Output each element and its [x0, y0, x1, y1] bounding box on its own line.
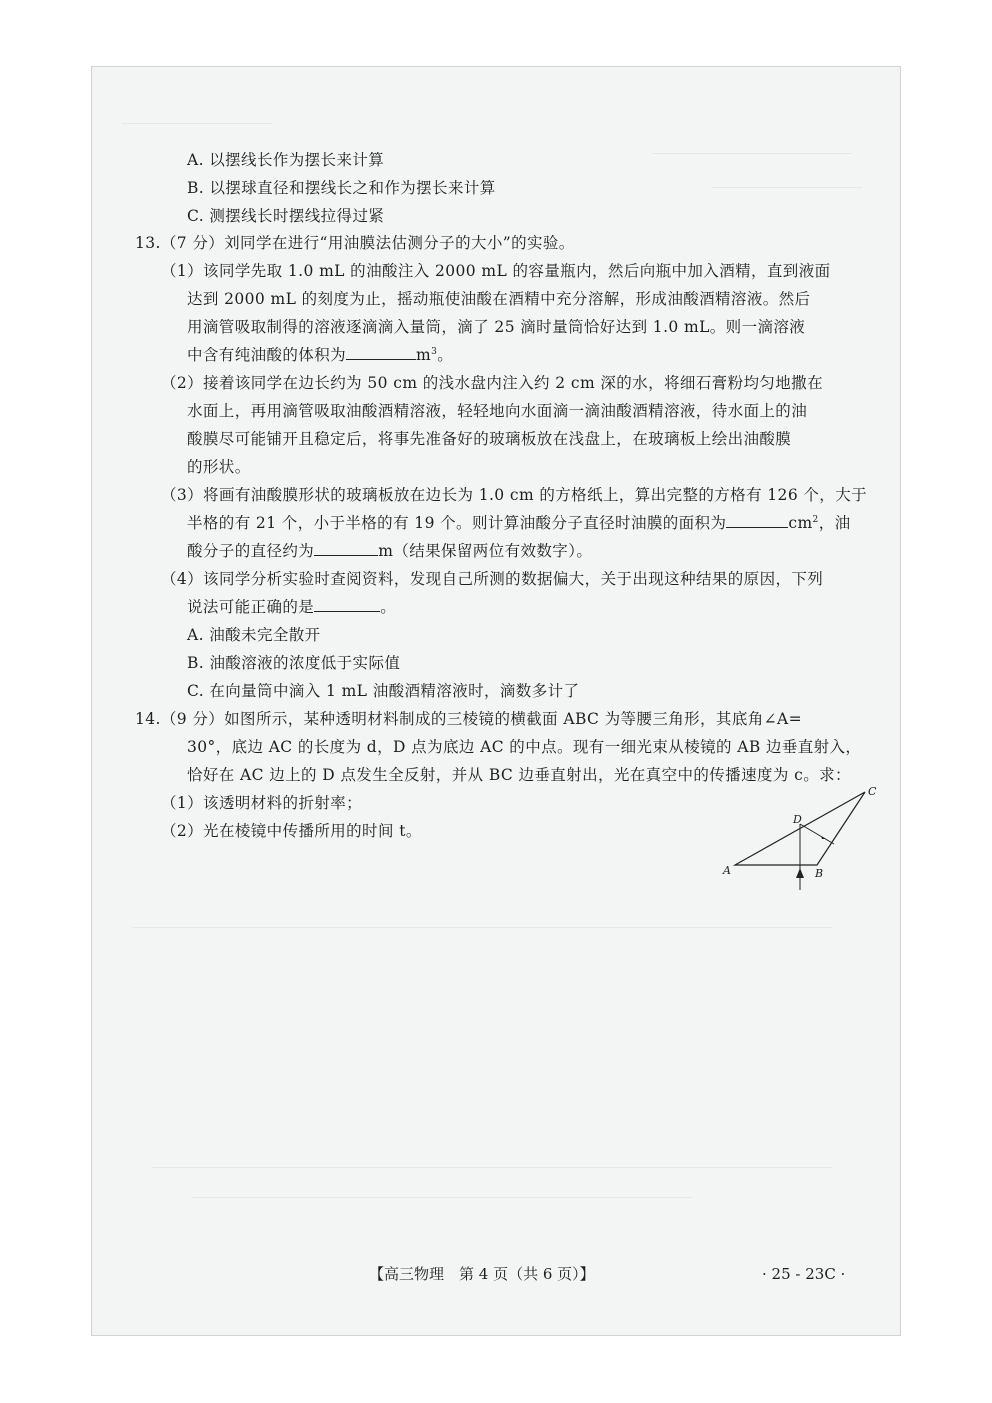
unit-cm: cm	[788, 514, 813, 532]
light-ray-reflected	[800, 824, 834, 844]
label-b: B	[815, 867, 824, 880]
question-13-title: 13.（7 分）刘同学在进行“用油膜法估测分子的大小”的实验。	[135, 234, 575, 252]
q14-line3: 恰好在 AC 边上的 D 点发生全反射，并从 BC 边垂直射出，光在真空中的传播速度为 c。求：	[187, 766, 851, 784]
label-c: C	[868, 785, 877, 798]
q13-part4-line1: （4）该同学分析实验时查阅资料，发现自己所测的数据偏大，关于出现这种结果的原因，下列	[161, 570, 824, 588]
q13-part3-line3	[187, 539, 592, 563]
unit-exponent: 2	[812, 515, 819, 525]
question-14-title: 14.（9 分）如图所示，某种透明材料制成的三棱镜的横截面 ABC 为等腰三角形，其底角∠A=	[135, 710, 802, 728]
unit-m: m	[416, 346, 432, 364]
q13-part3-line1: （3）将画有油酸膜形状的玻璃板放在边长为 1.0 cm 的方格纸上，算出完整的方格有 126 个，大于	[161, 486, 868, 504]
q13-option-a: A. 油酸未完全散开	[187, 626, 321, 644]
q13-part1-line3: 用滴管吸取制得的溶液逐滴滴入量筒，滴了 25 滴时量筒恰好达到 1.0 mL。则一滴溶液	[187, 318, 806, 336]
answer-blank	[346, 343, 416, 360]
ray-arrow-up	[796, 868, 804, 878]
q13-part1-text: 中含有纯油酸的体积为	[187, 346, 347, 364]
q13-part1-line1: （1）该同学先取 1.0 mL 的油酸注入 2000 mL 的容量瓶内，然后向瓶中加入酒精，直到液面	[161, 262, 831, 280]
q13-part4-line2	[187, 595, 396, 619]
period: 。	[437, 346, 454, 364]
q14-line2: 30°，底边 AC 的长度为 d，D 点为底边 AC 的中点。现有一细光束从棱镜的 AB 边垂直射入，	[187, 738, 862, 756]
q13-part3-tail: ，油	[818, 514, 851, 532]
answer-blank	[314, 595, 380, 612]
option-b-q12: B. 以摆球直径和摆线长之和作为摆长来计算	[187, 179, 496, 197]
q13-part1-line2: 达到 2000 mL 的刻度为止，摇动瓶使油酸在酒精中充分溶解，形成油酸酒精溶液。然后	[187, 290, 811, 308]
q13-part3-line2	[187, 511, 851, 535]
q13-option-b: B. 油酸溶液的浓度低于实际值	[187, 654, 401, 672]
answer-blank	[314, 539, 378, 556]
label-a: A	[723, 864, 731, 877]
q14-part1: （1）该透明材料的折射率；	[161, 794, 363, 812]
unit-exponent: 3	[431, 347, 438, 357]
label-d: D	[793, 813, 802, 826]
period: 。	[380, 598, 397, 616]
q13-part2-line1: （2）接着该同学在边长约为 50 cm 的浅水盘内注入约 2 cm 深的水，将细石膏粉均匀地撒在	[161, 374, 823, 392]
q13-part3-text: 半格的有 21 个，小于半格的有 19 个。则计算油酸分子直径时油膜的面积为	[187, 514, 727, 532]
q13-part4-text: 说法可能正确的是	[187, 598, 315, 616]
option-a-q12: A. 以摆线长作为摆长来计算	[187, 151, 385, 169]
q13-part3-diameter-text: 酸分子的直径约为	[187, 542, 315, 560]
option-c-q12: C. 测摆线长时摆线拉得过紧	[187, 207, 385, 225]
page-footer: 【高三物理 第 4 页（共 6 页）】	[369, 1265, 595, 1283]
q13-part2-line3: 酸膜尽可能铺开且稳定后，将事先准备好的玻璃板放在浅盘上，在玻璃板上绘出油酸膜	[187, 430, 792, 448]
q13-part3-note: m（结果保留两位有效数字）。	[378, 542, 593, 560]
q14-part2: （2）光在棱镜中传播所用的时间 t。	[161, 822, 422, 840]
paper-code: · 25 - 23C ·	[762, 1265, 846, 1283]
q13-part2-line2: 水面上，再用滴管吸取油酸酒精溶液，轻轻地向水面滴一滴油酸酒精溶液，待水面上的油	[187, 402, 808, 420]
answer-blank	[726, 511, 788, 528]
q13-part1-line4	[187, 343, 453, 367]
prism-diagram	[710, 779, 886, 890]
q13-part2-line4: 的形状。	[187, 458, 251, 476]
q13-option-c: C. 在向量筒中滴入 1 mL 油酸酒精溶液时，滴数多计了	[187, 682, 580, 700]
